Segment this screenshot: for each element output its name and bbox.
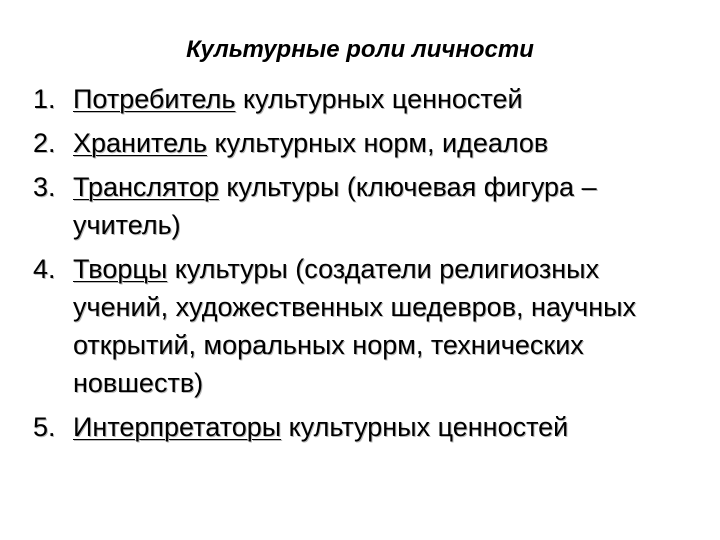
item-term: Хранитель [73, 128, 208, 158]
item-text: культурных ценностей [281, 412, 569, 442]
item-text: культурных норм, идеалов [207, 128, 549, 158]
roles-list [33, 80, 693, 452]
item-number: 1. [33, 84, 56, 114]
list-item [33, 250, 693, 402]
item-term: Интерпретаторы [73, 412, 282, 442]
item-number: 3. [33, 172, 56, 202]
item-term: Потребитель [73, 84, 236, 114]
slide-title: Культурные роли личности [186, 36, 534, 63]
list-item [33, 408, 693, 446]
item-term: Транслятор [73, 172, 219, 202]
item-text: культуры (создатели религиозных учений, художественных шедевров, научных открытий, моральных норм, технических новшеств) [73, 254, 637, 398]
list-item [33, 124, 693, 162]
item-number: 2. [33, 128, 56, 158]
list-item [33, 168, 693, 244]
item-number: 5. [33, 412, 56, 442]
item-number: 4. [33, 254, 56, 284]
list-item [33, 80, 693, 118]
item-text: культурных ценностей [235, 84, 523, 114]
item-term: Творцы [73, 254, 168, 284]
item-text: культуры (ключевая фигура – учитель) [73, 172, 597, 240]
